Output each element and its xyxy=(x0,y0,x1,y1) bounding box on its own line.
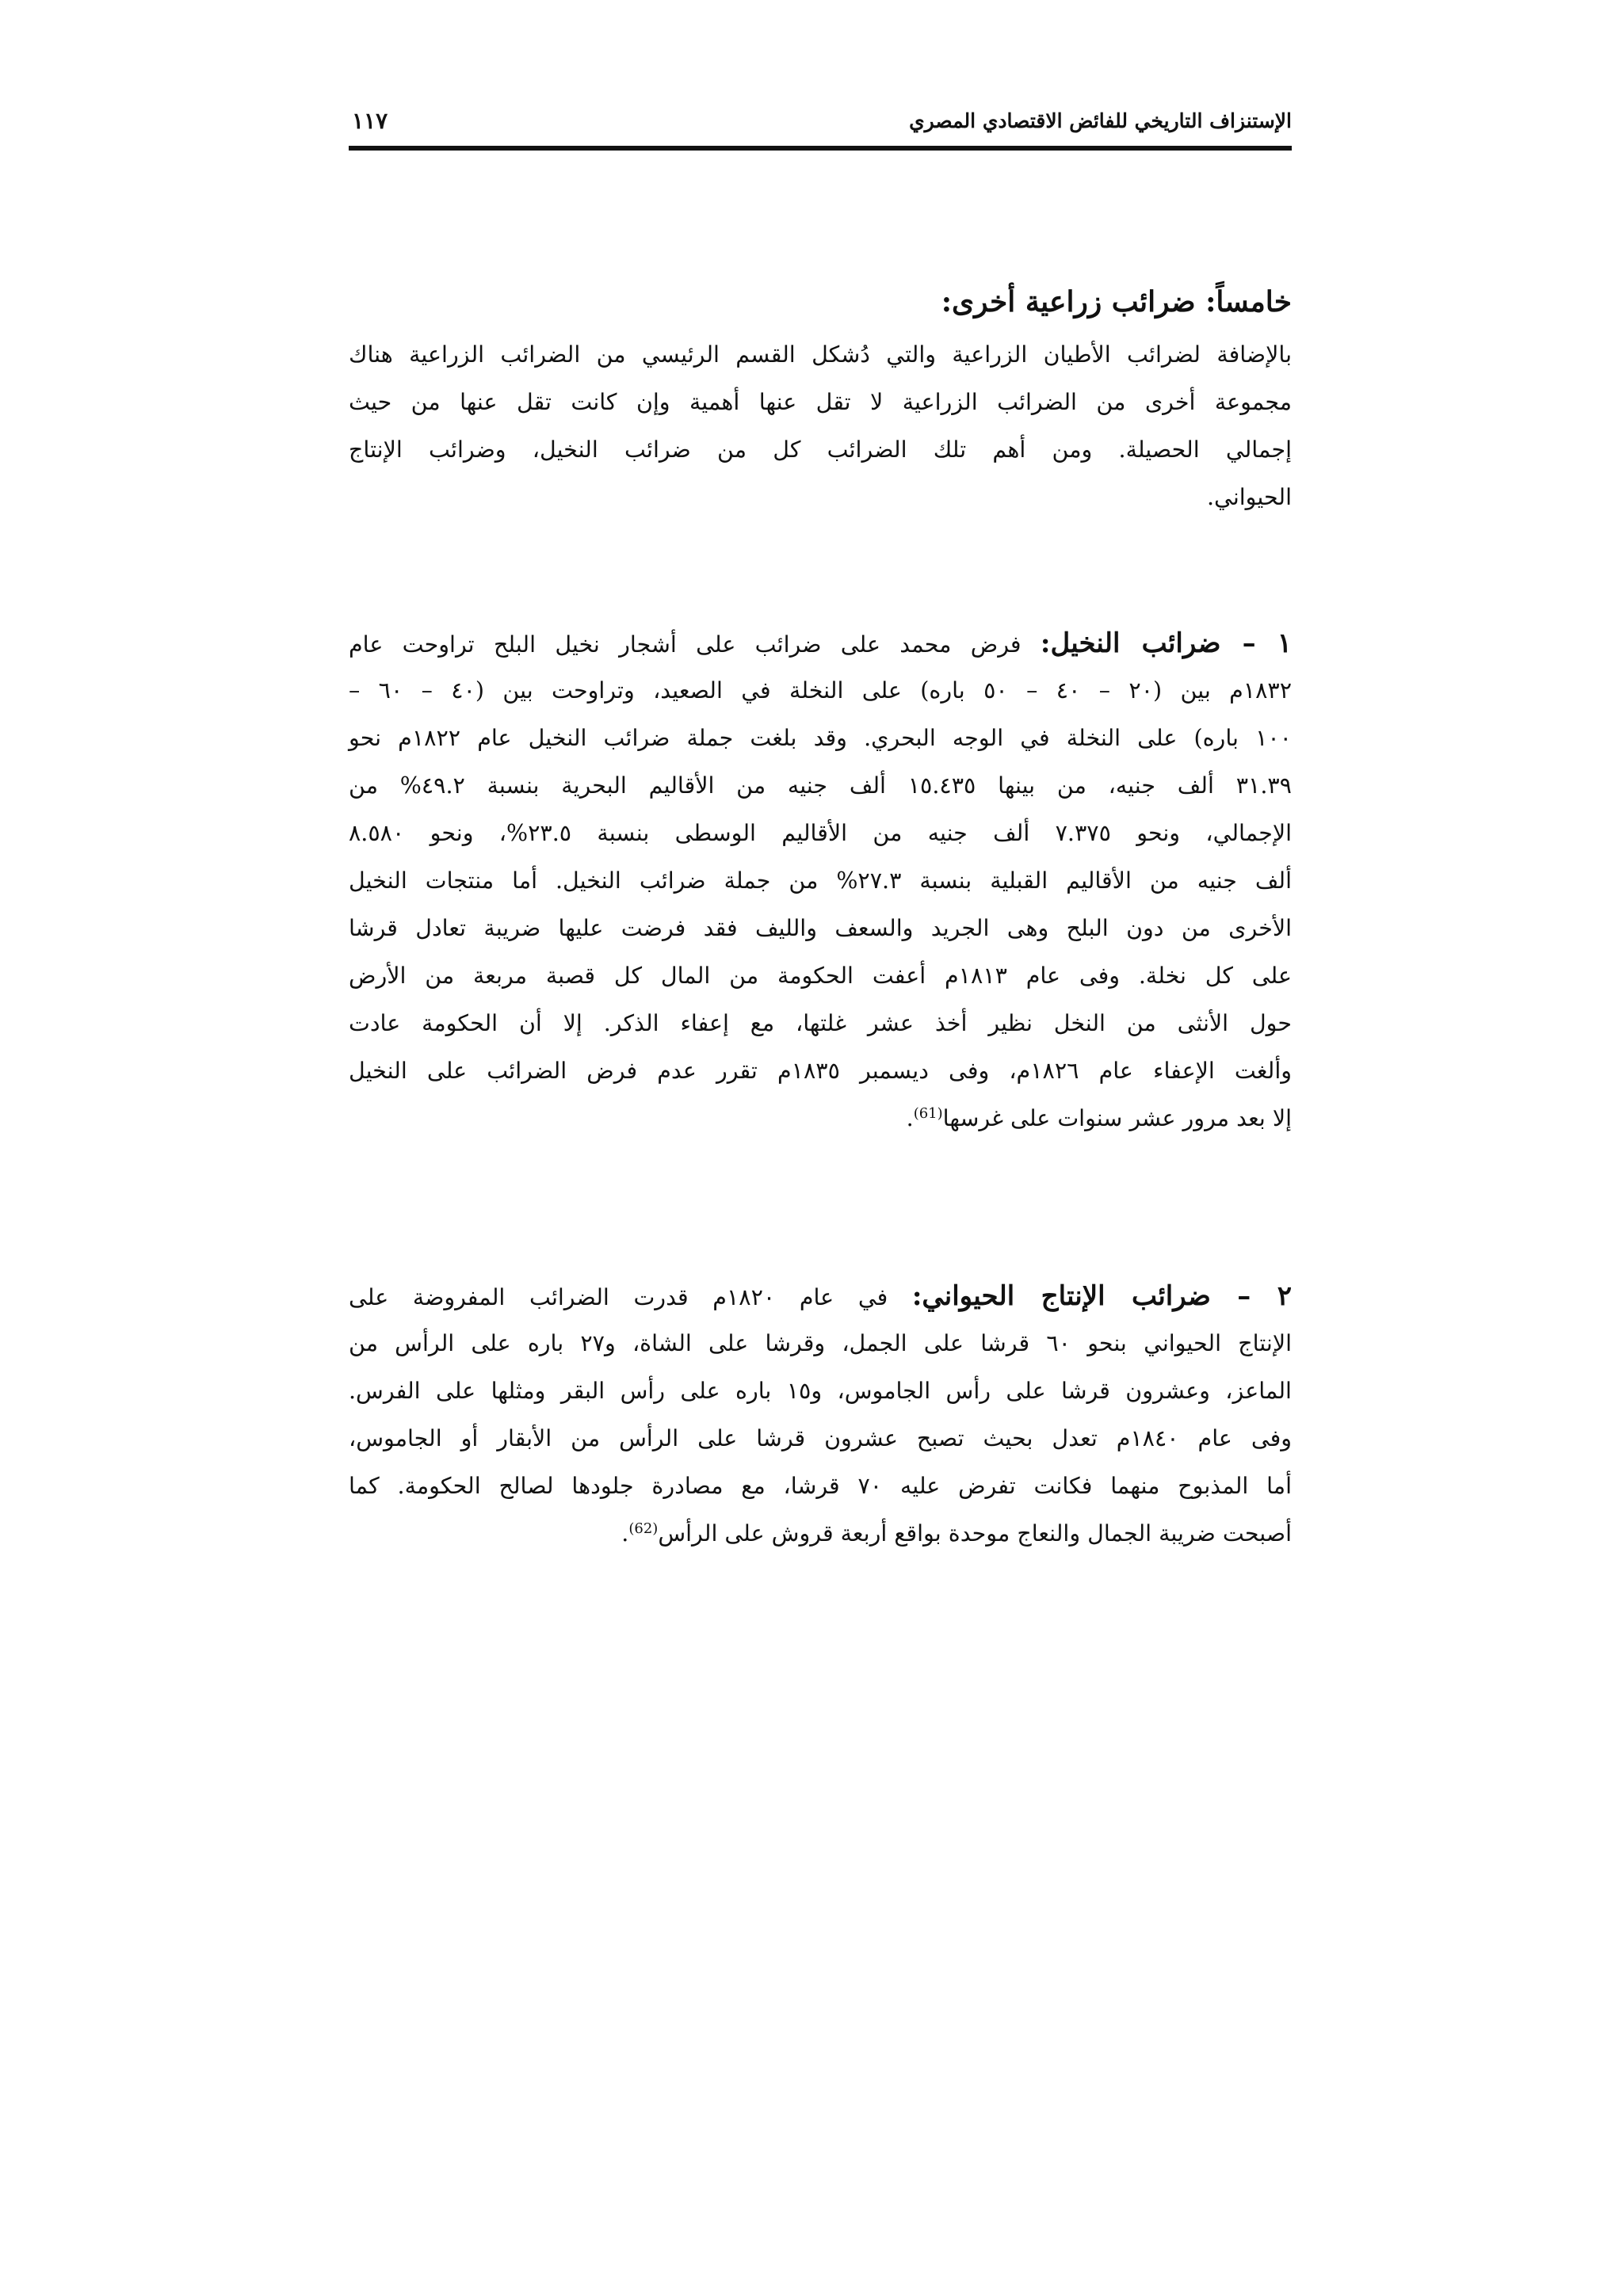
livestock-taxes-line: الماعز، وعشرون قرشا على رأس الجاموس، و١٥ باره على رأس البقر ومثلها على الفرس. xyxy=(349,1378,1292,1404)
palm-taxes-heading: ١ – ضرائب النخيل: xyxy=(1040,627,1292,659)
livestock-taxes-text: أصبحت ضريبة الجمال والنعاج موحدة بواقع أربعة قروش على الرأس xyxy=(658,1520,1292,1547)
livestock-taxes-text: في عام ١٨٢٠م قدرت الضرائب المفروضة على xyxy=(349,1284,888,1310)
palm-taxes-text: إلا بعد مرور عشر سنوات على غرسها xyxy=(942,1105,1292,1131)
palm-taxes-line: الإجمالي، ونحو ٧.٣٧٥ ألف جنيه من الأقاليم الوسطى بنسبة ٢٣.٥%، ونحو ٨.٥٨٠ xyxy=(349,820,1292,846)
palm-taxes-line: حول الأنثى من النخل نظير أخذ عشر غلتها، مع إعفاء الذكر. إلا أن الحكومة عادت xyxy=(349,1010,1292,1036)
palm-taxes-line: ١٨٣٢م بين (٢٠ – ٤٠ – ٥٠ باره) على النخلة في الصعيد، وتراوحت بين (٤٠ – ٦٠ – xyxy=(349,677,1293,704)
intro-line: بالإضافة لضرائب الأطيان الزراعية والتي دُشكل القسم الرئيسي من الضرائب الزراعية هناك xyxy=(349,341,1292,368)
intro-line: الحيواني. xyxy=(1207,484,1292,510)
palm-taxes-line: على كل نخلة. وفى عام ١٨١٣م أعفت الحكومة من المال كل قصبة مربعة من الأرض xyxy=(349,963,1292,989)
page-number: ١١٧ xyxy=(352,108,388,134)
intro-line: إجمالي الحصيلة. ومن أهم تلك الضرائب كل من ضرائب النخيل، وضرائب الإنتاج xyxy=(349,437,1292,463)
palm-taxes-line: الأخرى من دون البلح وهى الجريد والسعف والليف فقد فرضت عليها ضريبة تعادل قرشا xyxy=(349,915,1292,941)
palm-taxes-line: ٣١.٣٩ ألف جنيه، من بينها ١٥.٤٣٥ ألف جنيه من الأقاليم البحرية بنسبة ٤٩.٢% من xyxy=(349,772,1292,799)
livestock-taxes-line: وفى عام ١٨٤٠م تعدل بحيث تصبح عشرون قرشا على الرأس من الأبقار أو الجاموس، xyxy=(349,1425,1292,1451)
sentence-end: . xyxy=(621,1520,629,1547)
intro-line: مجموعة أخرى من الضرائب الزراعية لا تقل عنها أهمية وإن كانت تقل عنها من حيث xyxy=(349,389,1292,415)
palm-taxes-line xyxy=(349,1095,1292,1142)
palm-taxes-line: وألغت الإعفاء عام ١٨٢٦م، وفى ديسمبر ١٨٣٥م تقرر عدم فرض الضرائب على النخيل xyxy=(349,1058,1293,1084)
livestock-taxes-heading: ٢ – ضرائب الإنتاج الحيواني: xyxy=(911,1280,1292,1312)
palm-taxes-text: فرض محمد على ضرائب على أشجار نخيل البلح تراوحت عام xyxy=(349,631,1022,658)
section-title: خامساً: ضرائب زراعية أخرى: xyxy=(941,285,1292,318)
livestock-taxes-line xyxy=(349,1272,1292,1320)
footnote-ref[interactable]: (62) xyxy=(628,1520,659,1537)
palm-taxes-line xyxy=(349,620,1292,667)
footnote-ref[interactable]: (61) xyxy=(913,1105,943,1122)
livestock-taxes-line xyxy=(349,1510,1292,1558)
livestock-taxes-line: الإنتاج الحيواني بنحو ٦٠ قرشا على الجمل، وقرشا على الشاة، و٢٧ باره على الرأس من xyxy=(349,1330,1292,1356)
livestock-taxes-line: أما المذبوح منهما فكانت تفرض عليه ٧٠ قرشا، مع مصادرة جلودها لصالح الحكومة. كما xyxy=(349,1473,1292,1499)
running-title: الإستنزاف التاريخي للفائض الاقتصادي المصري xyxy=(909,109,1292,132)
palm-taxes-line: ١٠٠ باره) على النخلة في الوجه البحري. وقد بلغت جملة ضرائب النخيل عام ١٨٢٢م نحو xyxy=(349,725,1292,751)
running-header xyxy=(349,101,1292,151)
sentence-end: . xyxy=(906,1105,914,1131)
palm-taxes-line: ألف جنيه من الأقاليم القبلية بنسبة ٢٧.٣% من جملة ضرائب النخيل. أما منتجات النخيل xyxy=(349,868,1292,894)
